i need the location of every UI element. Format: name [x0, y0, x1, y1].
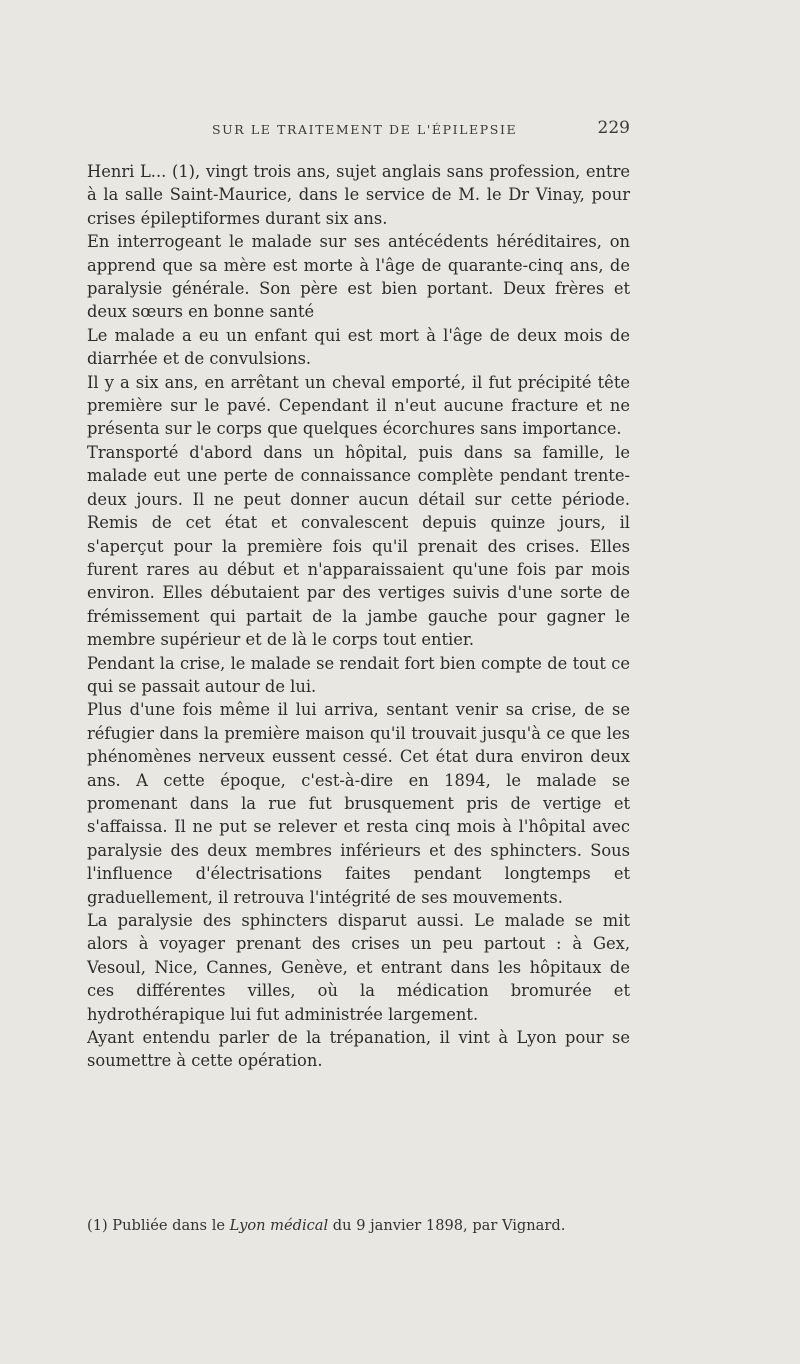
- footnote-journal: Lyon médical: [229, 1217, 329, 1234]
- body-text: [87, 160, 630, 1073]
- running-head: SUR LE TRAITEMENT DE L'ÉPILEPSIE: [212, 122, 518, 137]
- footnote-suffix: du 9 janvier 1898, par Vignard.: [328, 1217, 566, 1234]
- paragraph-crisis-awareness: Pendant la crise, le malade se rendait fort bien compte de tout ce qui se passait autour de lui.: [87, 653, 630, 696]
- paragraph-heredity: En interrogeant le malade sur ses antécédents héréditaires, on apprend que sa mère est morte à l'âge de quarante-cinq ans, de paralysie générale. Son père est bien portant. Deux frères et deux sœurs en bonne santé: [87, 232, 630, 322]
- page-header: [87, 118, 630, 144]
- footnote-prefix: (1) Publiée dans le: [87, 1217, 230, 1234]
- paragraph-trepanation: Ayant entendu parler de la trépanation, il vint à Lyon pour se soumettre à cette opération.: [87, 1028, 630, 1071]
- paragraph-accident: Il y a six ans, en arrêtant un cheval emporté, il fut précipité tête première sur le pavé. Cependant il n'eut aucune fracture et ne présenta sur le corps que quelques écorchures sans importance.: [87, 372, 630, 439]
- paragraph-paralysis: Plus d'une fois même il lui arriva, sentant venir sa crise, de se réfugier dans la première maison qu'il trouvait jusqu'à ce que les phénomènes nerveux eussent cessé. Cet état dura environ deux ans. A cette époque, c'est-à-dire en 1894, le malade se promenant dans la rue fut brusquement pris de vertige et s'affaissa. Il ne put se relever et resta cinq mois à l'hôpital avec paralysie des deux membres inférieurs et des sphincters. Sous l'influence d'électrisations faites pendant longtemps et graduellement, il retrouva l'intégrité de ses mouvements.: [87, 700, 630, 907]
- paragraph-patient-intro: Henri L... (1), vingt trois ans, sujet anglais sans profession, entre à la salle Saint-Maurice, dans le service de M. le Dr Vinay, pour crises épileptiformes durant six ans.: [87, 162, 630, 228]
- page-number: 229: [597, 118, 630, 138]
- paragraph-travels: La paralysie des sphincters disparut aussi. Le malade se mit alors à voyager prenant des crises un peu partout : à Gex, Vesoul, Nice, Cannes, Genève, et entrant dans les hôpitaux de ces différentes villes, où la médication bromurée et hydrothérapique lui fut administrée largement.: [87, 911, 630, 1024]
- paragraph-hospital: Transporté d'abord dans un hôpital, puis dans sa famille, le malade eut une perte de connaissance complète pendant trente-deux jours. Il ne peut donner aucun détail sur cette période. Remis de cet état et convalescent depuis quinze jours, il s'aperçut pour la première fois qu'il prenait des crises. Elles furent rares au début et n'apparaissaient qu'une fois par mois environ. Elles débutaient par des vertiges suivis d'une sorte de frémissement qui partait de la jambe gauche pour gagner le membre supérieur et de là le corps tout entier.: [87, 442, 630, 650]
- paragraph-child: Le malade a eu un enfant qui est mort à l'âge de deux mois de diarrhée et de convulsions.: [87, 325, 630, 369]
- footnote: [87, 1216, 630, 1236]
